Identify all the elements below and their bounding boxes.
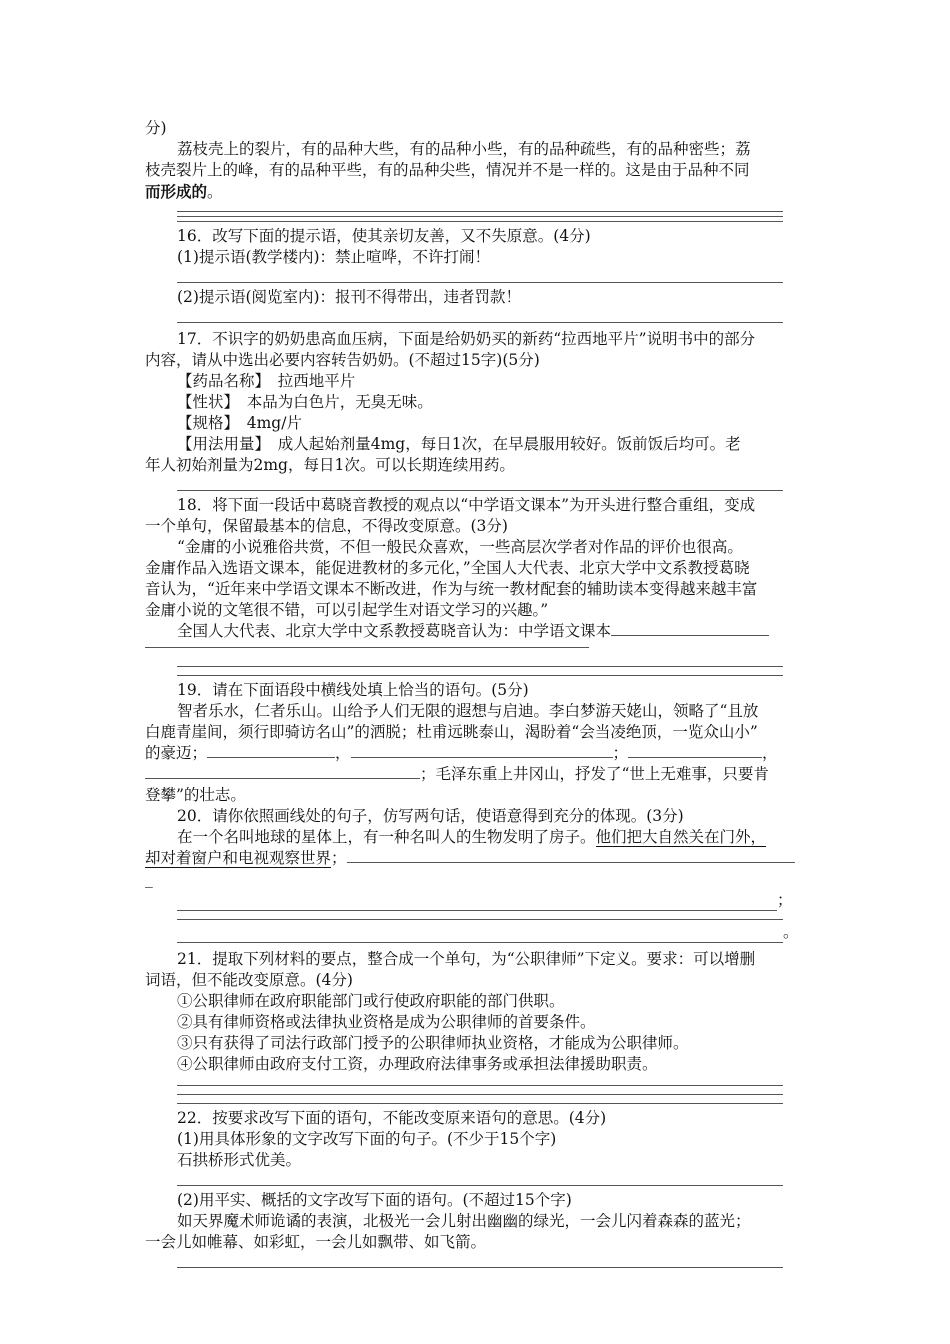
q18-answer-blank-2[interactable] xyxy=(145,647,589,648)
q18-answer-prefix: 全国人大代表、北京大学中文系教授葛晓音认为：中学语文课本 xyxy=(177,622,612,640)
q16-part1: (1)提示语(教学楼内)：禁止喧哗，不许打闹！ xyxy=(177,248,491,266)
q20-underlined-sentence-part2: 却对着窗户和电视观察世界 xyxy=(145,849,332,867)
q15-continuation: 分) xyxy=(145,119,167,137)
q15-period: 。 xyxy=(207,183,223,201)
q21-title-line2: 词语，但不能改变原意。(4分) xyxy=(145,971,353,989)
q22-answer-line-2[interactable] xyxy=(177,1267,783,1268)
q20-blank-2[interactable] xyxy=(177,896,777,911)
q21-item-2: ②具有律师资格或法律执业资格是成为公职律师的首要条件。 xyxy=(177,1013,596,1031)
q22-part1-text: 石拱桥形式优美。 xyxy=(177,1151,302,1169)
q18-answer-blank-1[interactable] xyxy=(611,621,769,636)
q16-answer-line-1[interactable] xyxy=(177,282,783,283)
q19-line4-text: ；毛泽东重上井冈山，抒发了“世上无难事，只要肯 xyxy=(420,765,769,783)
q20-semicolon: ； xyxy=(331,849,347,867)
q20-title: 20．请你依照画线处的句子，仿写两句话，使语意得到充分的体现。(3分) xyxy=(177,807,684,825)
q19-blank-2[interactable] xyxy=(351,743,613,758)
q19-line3 xyxy=(145,743,825,764)
q17-usage-line1: 【用法用量】 成人起始剂量4mg，每日1次，在早晨服用较好。饭前饭后均可。老 xyxy=(177,435,741,453)
q22-answer-line-1[interactable] xyxy=(177,1185,783,1186)
q19-line1: 智者乐水，仁者乐山。山给予人们无限的遐想与启迪。李白梦游天姥山，领略了“且放 xyxy=(177,702,759,720)
q21-item-3: ③只有获得了司法行政部门授予的公职律师执业资格，才能成为公职律师。 xyxy=(177,1034,689,1052)
q18-answer-line-4[interactable] xyxy=(177,675,783,676)
q17-drug-name: 【药品名称】 拉西地平片 xyxy=(177,372,356,390)
q21-answer-line-1[interactable] xyxy=(177,1085,783,1086)
q18-quote-line4: 金庸小说的文笔很不错，可以引起学生对语文学习的兴趣。” xyxy=(145,601,549,619)
q18-quote-line2: 金庸作品入选语文课本，能促进教材的多元化，”全国人大代表、北京大学中文系教授葛晓 xyxy=(145,559,750,577)
q20-blank-4[interactable] xyxy=(177,928,783,943)
q19-comma: ， xyxy=(335,744,351,762)
q18-quote-line3: 音认为，“近年来中学语文课本不断改进，作为与统一教材配套的辅助读本变得越来越丰富 xyxy=(145,580,758,598)
q17-title-line2: 内容，请从中选出必要内容转告奶奶。(不超过15字)(5分) xyxy=(145,351,540,369)
q22-part1-title: (1)用具体形象的文字改写下面的句子。(不少于15个字) xyxy=(177,1130,557,1148)
q19-blank-3[interactable] xyxy=(628,743,762,758)
q19-comma-2: ， xyxy=(762,744,778,762)
q20-period: 。 xyxy=(783,923,799,941)
q19-line4 xyxy=(145,764,825,785)
q15-answer-line-3[interactable] xyxy=(177,221,783,222)
q20-line5 xyxy=(145,922,825,943)
q21-answer-line-2[interactable] xyxy=(177,1094,783,1095)
q15-answer-line-1[interactable] xyxy=(177,211,783,212)
q22-title: 22．按要求改写下面的语句，不能改变原来语句的意思。(4分) xyxy=(177,1109,607,1127)
q19-blank-1[interactable] xyxy=(207,743,335,758)
q22-part2-line1: 如天界魔术师诡谲的表演，北极光一会儿射出幽幽的绿光，一会儿闪着森森的蓝光； xyxy=(177,1212,751,1230)
q20-dash: _ xyxy=(145,870,153,888)
q19-title: 19．请在下面语段中横线处填上恰当的语句。(5分) xyxy=(177,681,529,699)
q15-text-line3 xyxy=(145,181,825,203)
q18-title-line2: 一个单句，保留最基本的信息，不得改变原意。(3分) xyxy=(145,517,508,535)
q17-answer-line[interactable] xyxy=(177,490,783,491)
q18-title-line1: 18．将下面一段话中葛晓音教授的观点以“中学语文课本”为开头进行整合重组，变成 xyxy=(177,496,756,514)
q20-line1 xyxy=(145,827,825,848)
q18-answer-stem xyxy=(145,621,825,642)
q15-answer-line-2[interactable] xyxy=(177,216,783,217)
q20-underlined-sentence-part1: 他们把大自然关在门外， xyxy=(595,828,767,846)
q19-blank-4[interactable] xyxy=(145,764,420,779)
q16-answer-line-2[interactable] xyxy=(177,322,783,323)
q15-bold-phrase: 而形成的 xyxy=(145,182,208,201)
q21-item-1: ①公职律师在政府职能部门或行使政府职能的部门供职。 xyxy=(177,992,565,1010)
q19-line5: 登攀”的壮志。 xyxy=(145,786,246,804)
q21-answer-line-3[interactable] xyxy=(177,1103,783,1104)
q17-title-line1: 17．不识字的奶奶患高血压病，下面是给奶奶买的新药“拉西地平片”说明书中的部分 xyxy=(177,330,756,348)
q20-semicolon-2: ； xyxy=(777,891,793,909)
q22-part2-line2: 一会儿如帷幕、如彩虹，一会儿如飘带、如飞箭。 xyxy=(145,1233,487,1251)
q15-text-line2: 枝壳裂片上的峰，有的品种平些，有的品种尖些，情况并不是一样的。这是由于品种不同 xyxy=(145,161,750,179)
q17-drug-spec: 【规格】 4mg/片 xyxy=(177,414,302,432)
worksheet-page xyxy=(145,118,825,1278)
q19-line3-text: 的豪迈； xyxy=(145,744,208,762)
q20-line3 xyxy=(145,890,825,911)
q21-item-4: ④公职律师由政府支付工资，办理政府法律事务或承担法律援助职责。 xyxy=(177,1055,658,1073)
q18-answer-line-3[interactable] xyxy=(177,666,783,667)
q20-blank-1[interactable] xyxy=(347,848,795,863)
q17-usage-line2: 年人初始剂量为2mg，每日1次。可以长期连续用药。 xyxy=(145,456,515,474)
q16-title: 16．改写下面的提示语，使其亲切友善，又不失原意。(4分) xyxy=(177,227,591,245)
q20-blank-3[interactable] xyxy=(177,919,783,920)
q15-text-line1: 荔枝壳上的裂片，有的品种大些，有的品种小些，有的品种疏些，有的品种密些；荔 xyxy=(177,140,751,158)
q19-line2: 白鹿青崖间，须行即骑访名山”的洒脱；杜甫远眺泰山，渴盼着“会当凌绝顶，一览众山小” xyxy=(145,723,758,741)
q19-semicolon: ； xyxy=(612,744,629,762)
q18-quote-line1: “金庸的小说雅俗共赏，不但一般民众喜欢，一些高层次学者对作品的评价也很高。 xyxy=(177,538,743,556)
q20-line2 xyxy=(145,848,825,869)
q17-drug-property: 【性状】 本品为白色片，无臭无味。 xyxy=(177,393,433,411)
q21-title-line1: 21．提取下列材料的要点，整合成一个单句，为“公职律师”下定义。要求：可以增删 xyxy=(177,950,756,968)
q20-line1-text: 在一个名叫地球的星体上，有一种名叫人的生物发明了房子。 xyxy=(177,828,596,846)
q16-part2: (2)提示语(阅览室内)：报刊不得带出，违者罚款！ xyxy=(177,288,522,306)
q22-part2-title: (2)用平实、概括的文字改写下面的语句。(不超过15个字) xyxy=(177,1191,572,1209)
